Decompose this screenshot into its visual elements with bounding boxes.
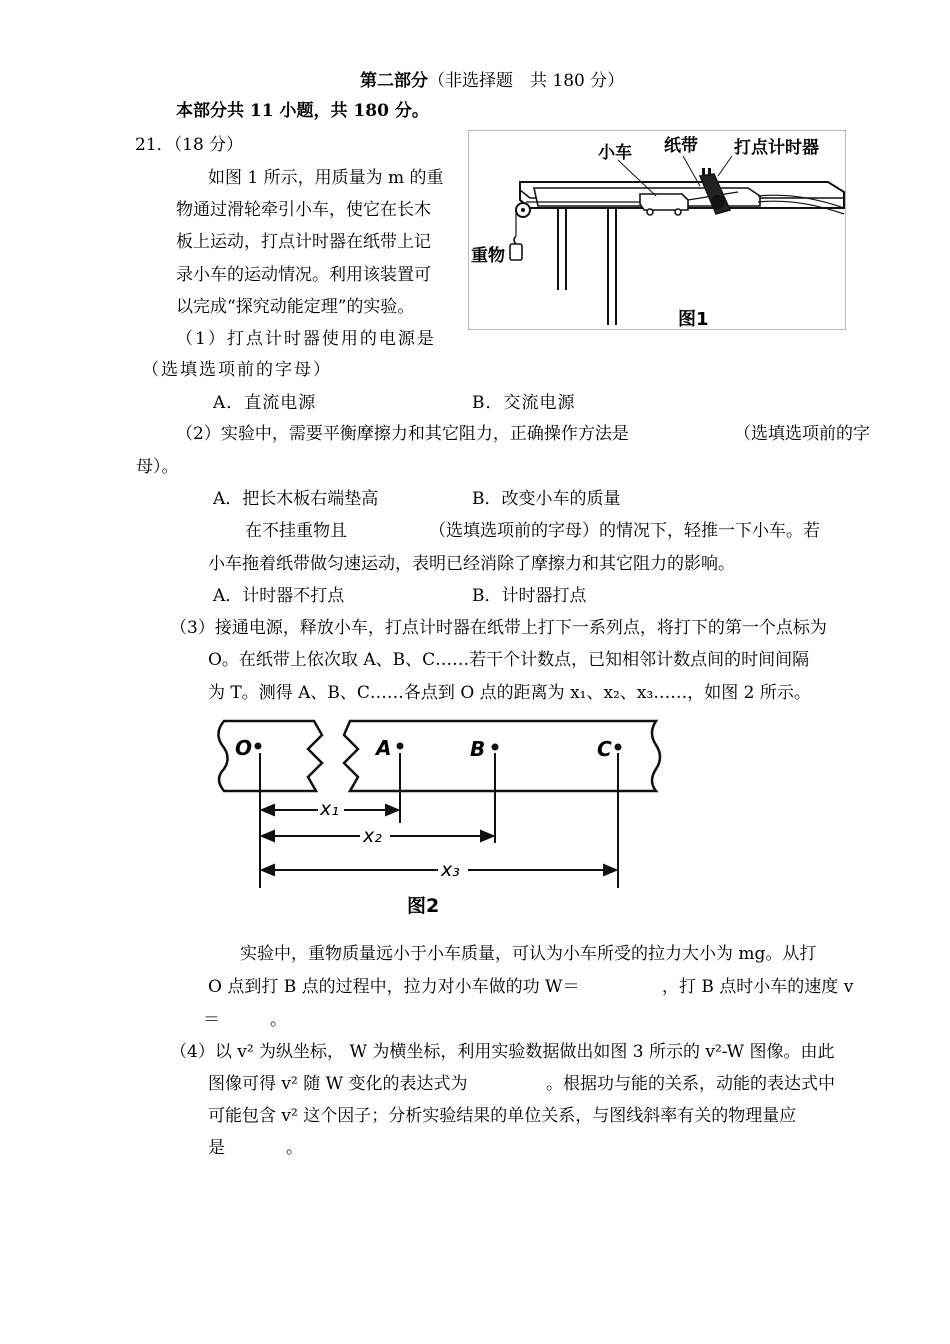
part2-sub-option-a: A．计时器不打点 <box>213 586 345 606</box>
part2-line1: （2）实验中，需要平衡摩擦力和其它阻力，正确操作方法是 <box>176 424 629 444</box>
figure2-caption: 图2 <box>407 895 440 917</box>
part3b-line2a: O 点到打 B 点的过程中，拉力对小车做的功 W＝ <box>208 977 580 997</box>
dim-x3: x₃ <box>441 859 460 881</box>
label-c: C <box>597 737 612 761</box>
figure2-paper-tape <box>210 713 684 919</box>
label-a: A <box>376 736 392 760</box>
part1-line2: （选填选项前的字母） <box>142 360 332 380</box>
section-title-bold: 第二部分 <box>360 71 428 91</box>
part2-option-b: B．改变小车的质量 <box>472 489 621 509</box>
part1-option-a: A．直流电源 <box>213 393 317 413</box>
part1-line1: （1）打点计时器使用的电源是 <box>176 329 436 349</box>
label-weight: 重物 <box>471 246 505 266</box>
part4-line1: （4）以 v² 为纵坐标， W 为横坐标，利用实验数据做出如图 3 所示的 v²-W 图像。由此 <box>170 1042 835 1062</box>
part3b-line1: 实验中，重物质量远小于小车质量，可认为小车所受的拉力大小为 mg。从打 <box>240 944 817 964</box>
part4-line2b: 。根据功与能的关系，动能的表达式中 <box>546 1074 835 1094</box>
section-intro: 本部分共 11 小题，共 180 分。 <box>176 101 429 121</box>
figure1-caption: 图1 <box>678 309 709 330</box>
label-o: O <box>235 736 253 760</box>
question-number: 21．（18 分） <box>135 135 244 155</box>
stem-line-5: 以完成“探究动能定理”的实验。 <box>176 297 415 317</box>
part2-sub-line2: 小车拖着纸带做匀速运动，表明已经消除了摩擦力和其它阻力的影响。 <box>208 554 735 574</box>
section-title-rest: （非选择题 共 180 分） <box>428 71 625 91</box>
part3b-line2b: ，打 B 点时小车的速度 v <box>662 977 854 997</box>
dot-b <box>492 744 499 751</box>
label-timer: 打点计时器 <box>734 138 819 158</box>
weight <box>510 244 522 260</box>
dot-o <box>255 743 262 750</box>
label-b: B <box>470 737 486 761</box>
cart <box>640 194 688 210</box>
stem-line-3: 板上运动，打点计时器在纸带上记 <box>176 232 431 252</box>
part3-line1: （3）接通电源，释放小车，打点计时器在纸带上打下一系列点，将打下的第一个点标为 <box>170 618 827 638</box>
part3b-line3b: 。 <box>270 1010 287 1030</box>
stem-line-1: 如图 1 所示，用质量为 m 的重 <box>208 168 444 188</box>
stem-line-4: 录小车的运动情况。利用该装置可 <box>176 265 431 285</box>
part4-line3: 可能包含 v² 这个因子；分析实验结果的单位关系，与图线斜率有关的物理量应 <box>208 1106 797 1126</box>
section-title <box>360 70 624 92</box>
part2-line2: 母）。 <box>136 457 179 477</box>
part4-line2a: 图像可得 v² 随 W 变化的表达式为 <box>208 1074 468 1094</box>
part3-line3: 为 T。测得 A、B、C……各点到 O 点的距离为 x₁、x₂、x₃……，如图 2 所示。 <box>208 683 811 703</box>
dot-a <box>397 743 404 750</box>
part2-line1-end: （选填选项前的字 <box>734 424 870 444</box>
part1-option-b: B．交流电源 <box>472 393 576 413</box>
label-tape: 纸带 <box>664 136 698 156</box>
part2-sub-option-b: B．计时器打点 <box>472 586 587 606</box>
part4-line4b: 。 <box>286 1138 303 1158</box>
part2-sub-line1a: 在不挂重物且 <box>245 521 347 541</box>
dim-x1: x₁ <box>320 798 339 820</box>
part3-line2: O。在纸带上依次取 A、B、C……若干个计数点，已知相邻计数点间的时间间隔 <box>208 650 810 670</box>
dim-x2: x₂ <box>363 825 382 847</box>
part2-sub-line1b: （选填选项前的字母）的情况下，轻推一下小车。若 <box>429 521 820 541</box>
part4-line4a: 是 <box>208 1138 225 1158</box>
part3b-line3a: ＝ <box>203 1010 220 1030</box>
figure1-apparatus <box>468 130 846 330</box>
stem-line-2: 物通过滑轮牵引小车，使它在长木 <box>176 200 431 220</box>
label-cart: 小车 <box>598 143 632 163</box>
dot-c <box>615 744 622 751</box>
part2-option-a: A．把长木板右端垫高 <box>213 489 379 509</box>
